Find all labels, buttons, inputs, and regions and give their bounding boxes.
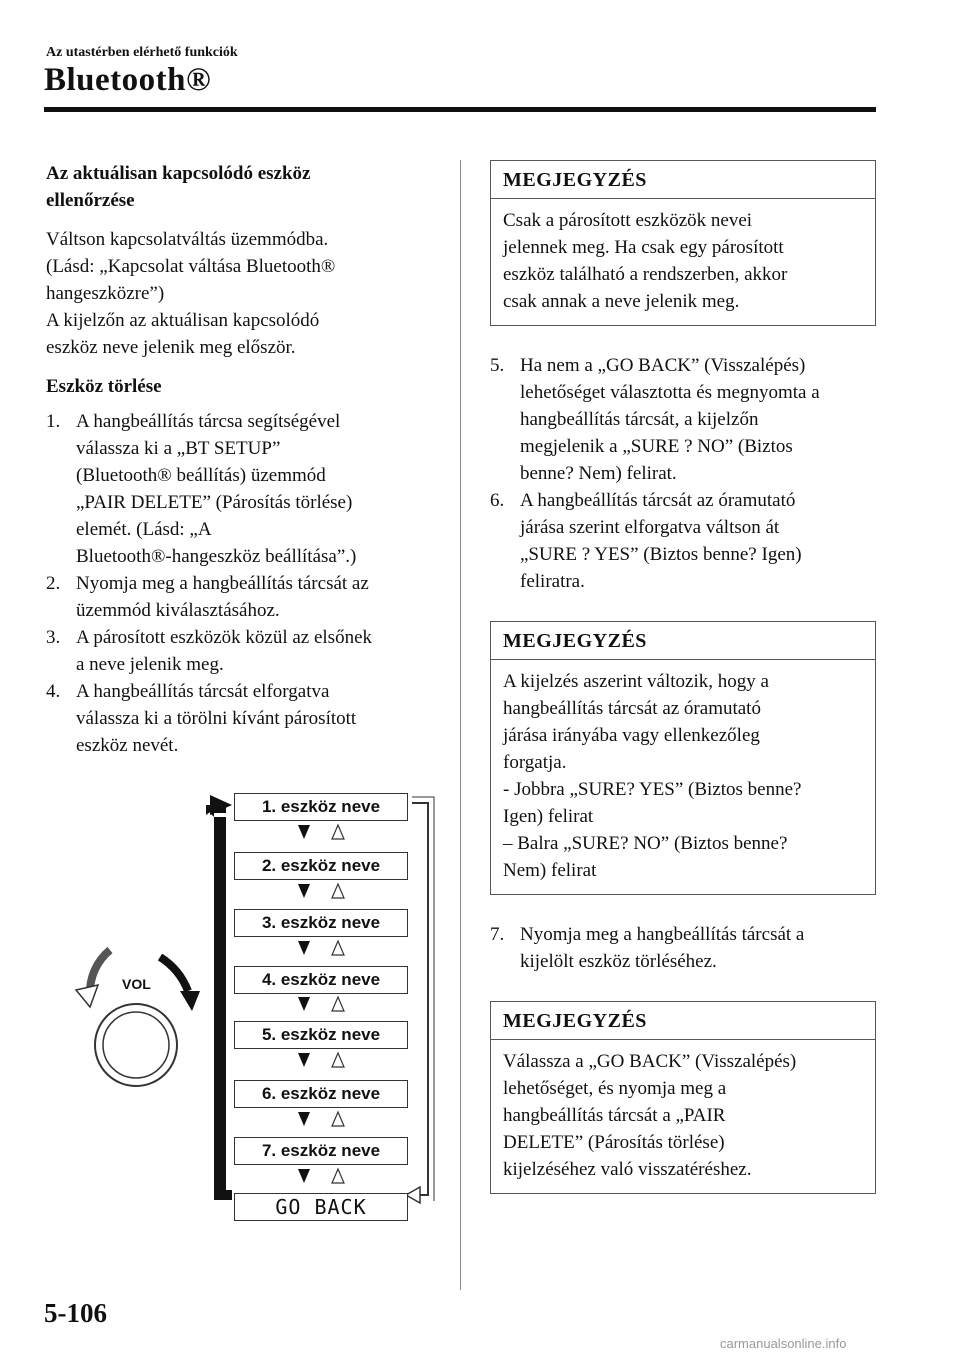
text-line: Nyomja meg a hangbeállítás tárcsát a xyxy=(520,924,805,945)
note-heading: MEGJEGYZÉS xyxy=(491,161,875,199)
text-line: üzemmód kiválasztásához. xyxy=(76,600,280,621)
vol-label: VOL xyxy=(122,976,151,992)
down-arrow-icon xyxy=(298,825,310,839)
note-body xyxy=(491,660,875,894)
heading-line: ellenőrzése xyxy=(46,190,135,211)
step-text xyxy=(76,408,446,570)
text-line: elemét. (Lásd: „A xyxy=(76,519,212,540)
up-arrow-icon xyxy=(332,1169,344,1183)
list-item xyxy=(490,487,876,595)
heading-line: Az aktuálisan kapcsolódó eszköz xyxy=(46,163,311,184)
text-line: Igen) felirat xyxy=(503,806,594,827)
down-arrow-icon xyxy=(298,997,310,1011)
list-item xyxy=(490,352,876,487)
steps-list-left xyxy=(46,408,446,759)
text-line: Csak a párosított eszközök nevei xyxy=(503,210,753,231)
text-line: „SURE ? YES” (Biztos benne? Igen) xyxy=(520,544,802,565)
right-column xyxy=(490,160,876,1194)
step-number: 7. xyxy=(490,924,505,945)
note-box xyxy=(490,621,876,895)
text-line: Ha nem a „GO BACK” (Visszalépés) xyxy=(520,355,806,376)
text-line: csak annak a neve jelenik meg. xyxy=(503,291,740,312)
column-divider xyxy=(460,160,461,1290)
text-line: – Balra „SURE? NO” (Biztos benne? xyxy=(503,833,788,854)
up-arrow-icon xyxy=(332,941,344,955)
step-text xyxy=(76,624,446,678)
page-title: Bluetooth® xyxy=(44,62,212,98)
list-item xyxy=(490,921,876,975)
text-line: hangbeállítás tárcsát, a kijelzőn xyxy=(520,409,759,430)
text-line: válassza ki a törölni kívánt párosított xyxy=(76,708,357,729)
scroll-arrows xyxy=(292,1167,352,1187)
text-line: (Lásd: „Kapcsolat váltása Bluetooth® xyxy=(46,256,336,277)
down-arrow-icon xyxy=(298,1112,310,1126)
text-line: hangbeállítás tárcsát a „PAIR xyxy=(503,1105,726,1126)
text-line: feliratra. xyxy=(520,571,585,592)
scroll-arrows xyxy=(292,995,352,1015)
text-line: kijelzéséhez való visszatéréshez. xyxy=(503,1159,752,1180)
down-arrow-icon xyxy=(298,941,310,955)
text-line: megjelenik a „SURE ? NO” (Biztos xyxy=(520,436,793,457)
step-text xyxy=(76,678,446,759)
heading-delete-device: Eszköz törlése xyxy=(46,376,162,397)
text-line: lehetőséget választotta és megnyomta a xyxy=(520,382,820,403)
step-text xyxy=(76,570,446,624)
return-arrowhead xyxy=(406,1187,420,1203)
text-line: kijelölt eszköz törléséhez. xyxy=(520,951,717,972)
text-line: hangeszközre”) xyxy=(46,283,165,304)
text-line: A párosított eszközök közül az elsőnek xyxy=(76,627,373,648)
steps-list-right-2 xyxy=(490,921,876,975)
page-number: 5-106 xyxy=(44,1298,107,1328)
left-column xyxy=(46,160,446,759)
list-item xyxy=(46,678,446,759)
up-arrow-icon xyxy=(332,825,344,839)
step-number: 6. xyxy=(490,490,505,511)
text-line: Bluetooth®-hangeszköz beállítása”.) xyxy=(76,546,357,567)
note-body xyxy=(491,199,875,325)
up-arrow-icon xyxy=(332,997,344,1011)
right-return-bracket-outer xyxy=(412,797,434,1201)
section-label: Az utastérben elérhető funkciók xyxy=(46,45,238,60)
right-return-bracket xyxy=(412,803,428,1195)
note-box xyxy=(490,1001,876,1194)
left-loop-bracket xyxy=(214,817,232,1200)
vol-knob-inner xyxy=(103,1012,169,1078)
step-number: 4. xyxy=(46,681,61,702)
text-line: válassza ki a „BT SETUP” xyxy=(76,438,281,459)
text-line: eszköz nevét. xyxy=(76,735,179,756)
text-line: „PAIR DELETE” (Párosítás törlése) xyxy=(76,492,353,513)
step-text xyxy=(520,921,876,975)
heading-current-device xyxy=(46,160,446,214)
watermark-text: carmanualsonline.info xyxy=(720,1336,847,1351)
text-line: A hangbeállítás tárcsát elforgatva xyxy=(76,681,330,702)
device-item: 5. eszköz neve xyxy=(234,1021,408,1049)
scroll-arrows xyxy=(292,1051,352,1071)
text-line: Nem) felirat xyxy=(503,860,597,881)
text-line: benne? Nem) felirat. xyxy=(520,463,677,484)
text-line: forgatja. xyxy=(503,752,567,773)
scroll-arrows xyxy=(292,823,352,843)
device-item: 4. eszköz neve xyxy=(234,966,408,994)
list-item xyxy=(46,624,446,678)
text-line: (Bluetooth® beállítás) üzemmód xyxy=(76,465,326,486)
text-line: a neve jelenik meg. xyxy=(76,654,224,675)
scroll-arrows xyxy=(292,882,352,902)
step-number: 5. xyxy=(490,355,505,376)
step-number: 2. xyxy=(46,573,61,594)
scroll-arrows xyxy=(292,939,352,959)
step-text xyxy=(520,487,876,595)
list-item xyxy=(46,408,446,570)
up-arrow-icon xyxy=(332,1053,344,1067)
up-arrow-icon xyxy=(332,884,344,898)
note-box xyxy=(490,160,876,326)
list-item xyxy=(46,570,446,624)
note-body xyxy=(491,1040,875,1193)
text-line: járása irányába vagy ellenkezőleg xyxy=(503,725,760,746)
text-line: Nyomja meg a hangbeállítás tárcsát az xyxy=(76,573,369,594)
text-line: Váltson kapcsolatváltás üzemmódba. xyxy=(46,229,329,250)
device-item: 6. eszköz neve xyxy=(234,1080,408,1108)
step-number: 3. xyxy=(46,627,61,648)
rotate-right-arrow xyxy=(160,957,188,991)
steps-list-right xyxy=(490,352,876,595)
step-number: 1. xyxy=(46,411,61,432)
device-item: 1. eszköz neve xyxy=(234,793,408,821)
down-arrow-icon xyxy=(298,884,310,898)
text-line: Válassza a „GO BACK” (Visszalépés) xyxy=(503,1051,797,1072)
text-line: A kijelzés aszerint változik, hogy a xyxy=(503,671,769,692)
down-arrow-icon xyxy=(298,1053,310,1067)
device-item: 3. eszköz neve xyxy=(234,909,408,937)
title-rule xyxy=(44,107,876,112)
text-line: A hangbeállítás tárcsát az óramutató xyxy=(520,490,796,511)
scroll-arrows xyxy=(292,1110,352,1130)
text-line: A kijelzőn az aktuálisan kapcsolódó xyxy=(46,310,320,331)
text-line: A hangbeállítás tárcsa segítségével xyxy=(76,411,341,432)
text-line: hangbeállítás tárcsát az óramutató xyxy=(503,698,761,719)
step-text xyxy=(520,352,876,487)
text-line: lehetőséget, és nyomja meg a xyxy=(503,1078,727,1099)
down-arrow-icon xyxy=(298,1169,310,1183)
device-item: 2. eszköz neve xyxy=(234,852,408,880)
text-line: járása szerint elforgatva váltson át xyxy=(520,517,780,538)
rotate-left-arrowhead xyxy=(76,985,98,1007)
text-line: eszköz neve jelenik meg először. xyxy=(46,337,296,358)
text-line: DELETE” (Párosítás törlése) xyxy=(503,1132,725,1153)
up-arrow-icon xyxy=(332,1112,344,1126)
text-line: - Jobbra „SURE? YES” (Biztos benne? xyxy=(503,779,802,800)
note-heading: MEGJEGYZÉS xyxy=(491,1002,875,1040)
rotate-right-arrowhead xyxy=(180,991,200,1011)
text-line: eszköz található a rendszerben, akkor xyxy=(503,264,788,285)
text-line: jelennek meg. Ha csak egy párosított xyxy=(503,237,784,258)
device-selection-diagram xyxy=(60,785,450,1225)
current-device-paragraph xyxy=(46,226,446,361)
note-heading: MEGJEGYZÉS xyxy=(491,622,875,660)
goback-item: GO BACK xyxy=(234,1193,408,1221)
device-item: 7. eszköz neve xyxy=(234,1137,408,1165)
